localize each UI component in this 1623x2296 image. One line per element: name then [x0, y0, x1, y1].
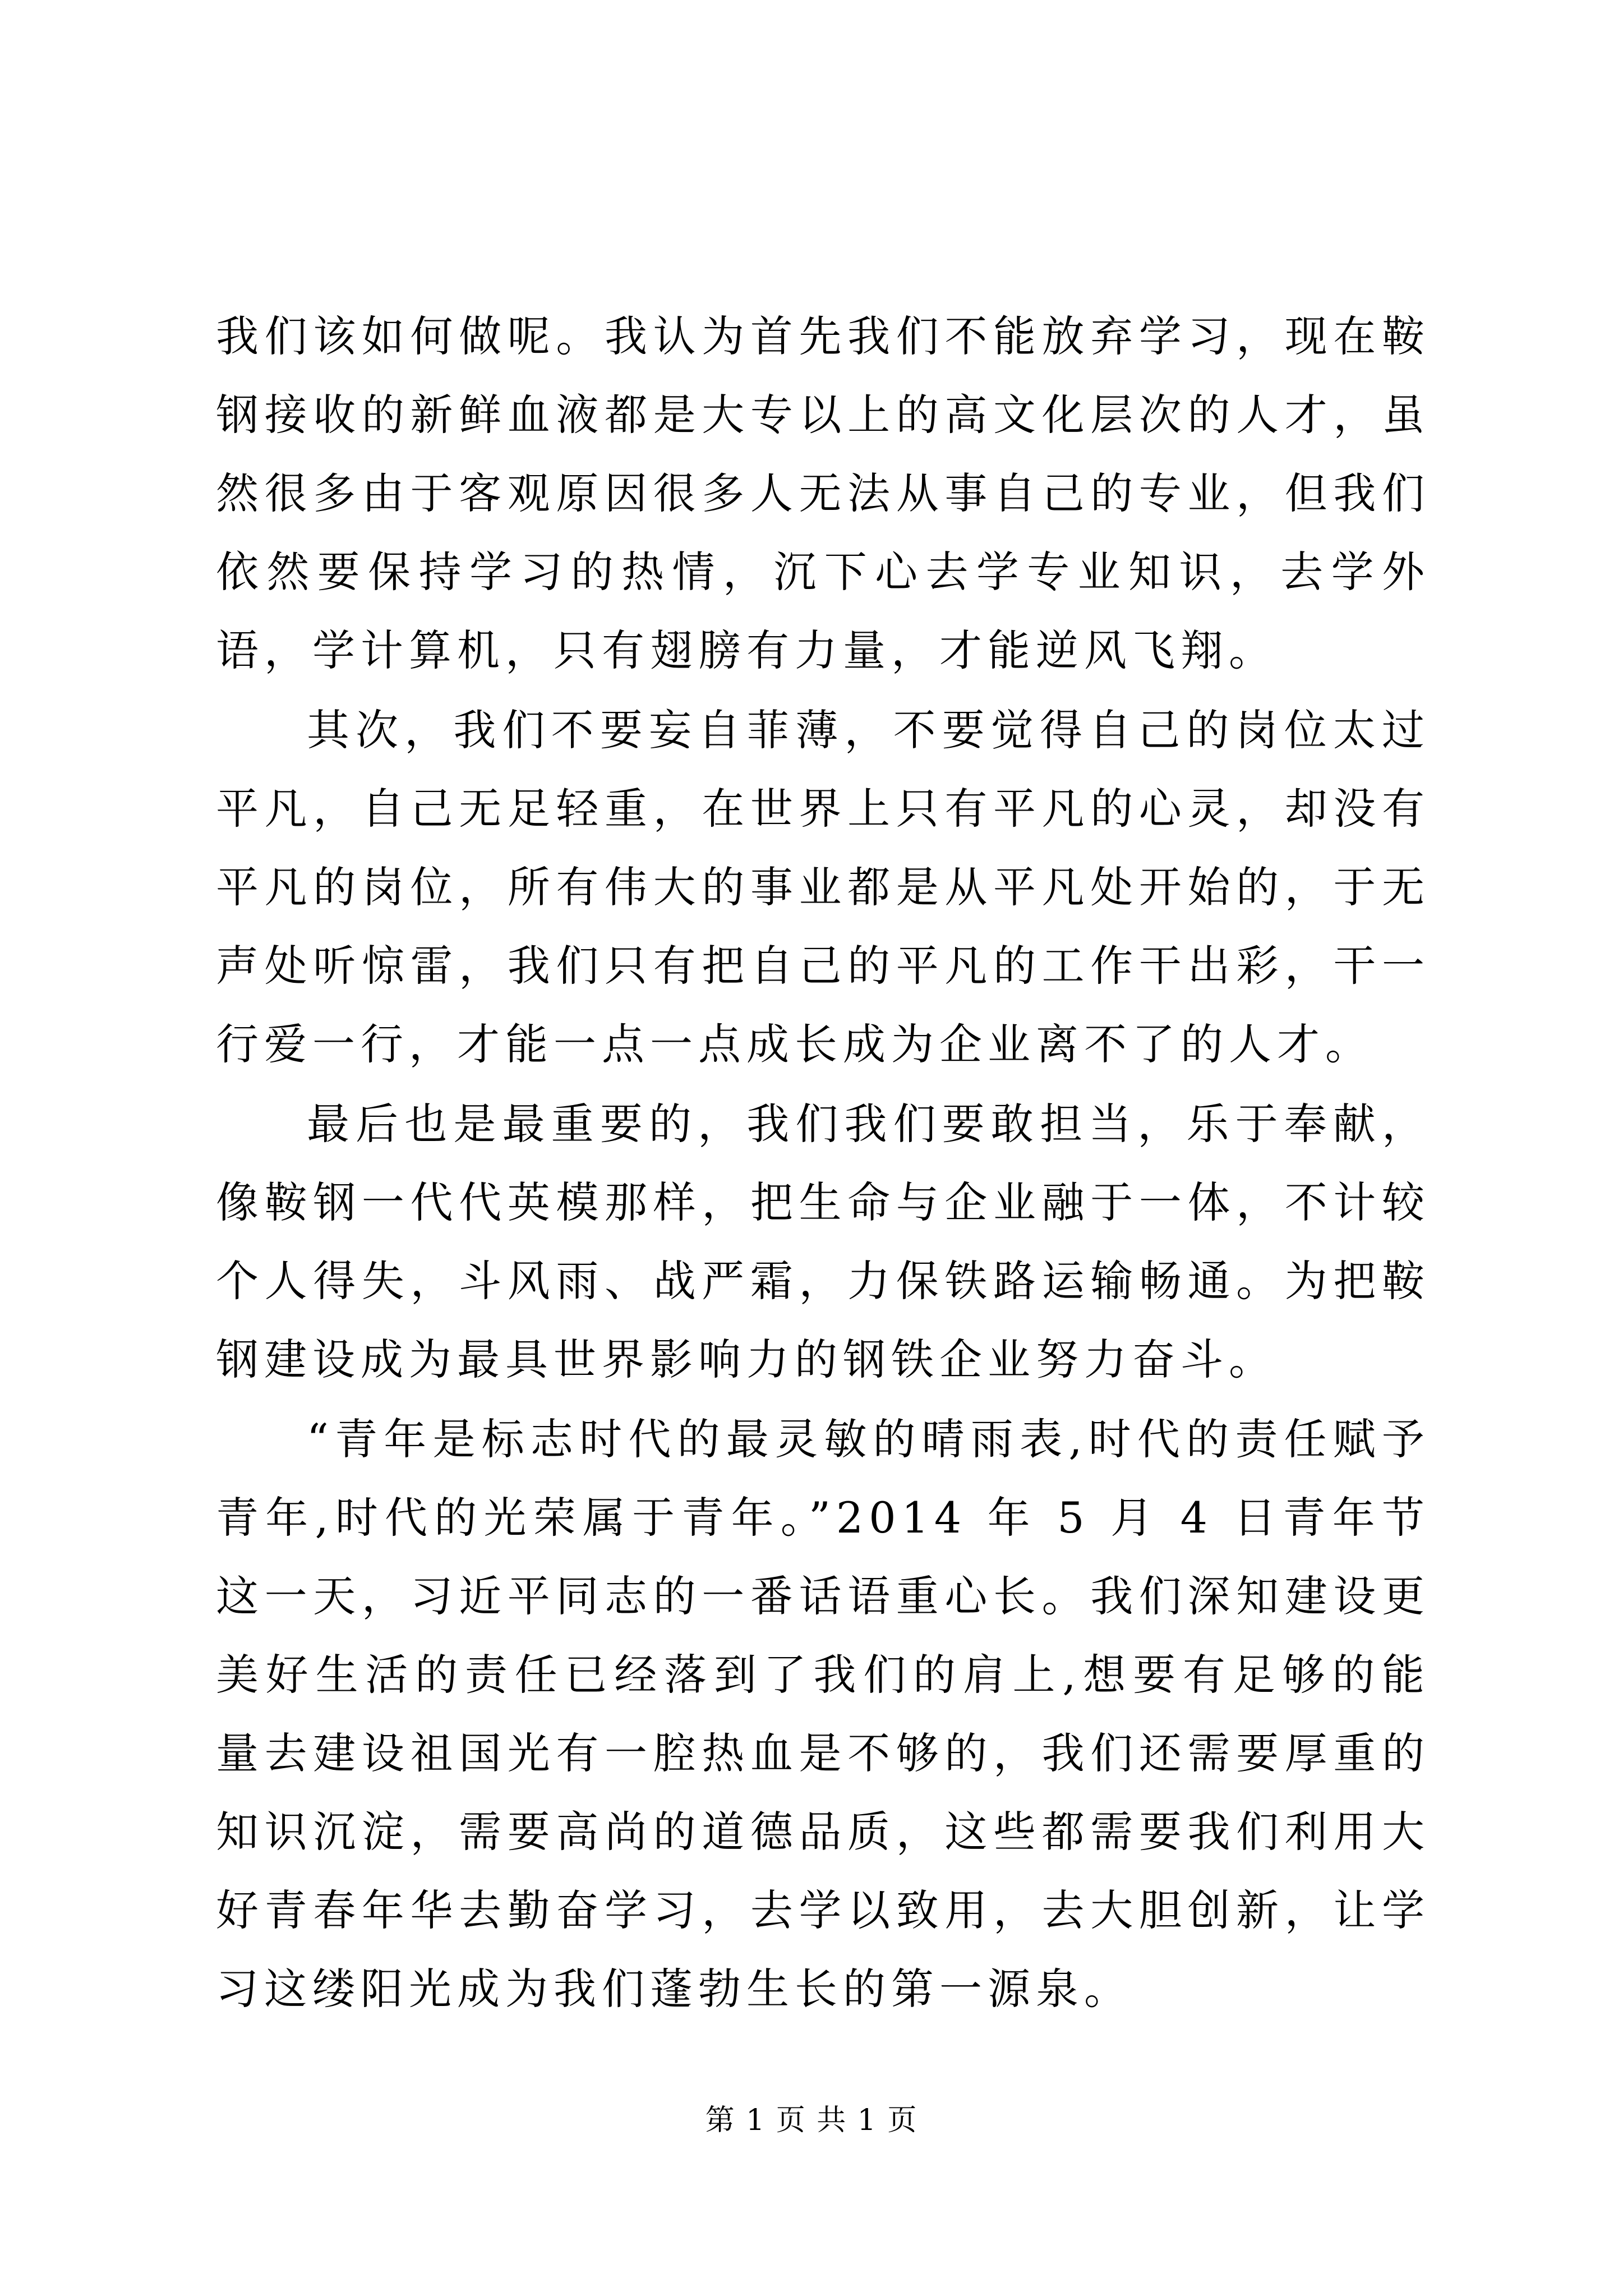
- paragraph-3: 最后也是最重要的，我们我们要敢担当，乐于奉献，像鞍钢一代代英模那样，把生命与企业融于一体，不计较个人得失，斗风雨、战严霜，力保铁路运输畅通。为把鞍钢建设成为最具世界影响力的钢铁企业努力奋斗。: [216, 1099, 1430, 1384]
- page-footer: 第 1 页 共 1 页: [705, 2104, 918, 2137]
- paragraph-4: “青年是标志时代的最灵敏的晴雨表,时代的责任赋予青年,时代的光荣属于青年。”2014 年 5 月 4 日青年节这一天，习近平同志的一番话语重心长。我们深知建设更美好生活的责任已经落到了我们的肩上,想要有足够的能量去建设祖国光有一腔热血是不够的，我们还需要厚重的知识沉淀，需要高尚的道德品质，这些都需要我们利用大好青春年华去勤奋学习，去学以致用，去大胆创新，让学习这缕阳光成为我们蓬勃生长的第一源泉。: [216, 1414, 1430, 2014]
- document-body: [216, 297, 1430, 2030]
- paragraph-2: 其次，我们不要妄自菲薄，不要觉得自己的岗位太过平凡，自己无足轻重，在世界上只有平凡的心灵，却没有平凡的岗位，所有伟大的事业都是从平凡处开始的，于无声处听惊雷，我们只有把自己的平凡的工作干出彩，干一行爱一行，才能一点一点成长成为企业离不了的人才。: [216, 705, 1430, 1069]
- paragraph-1: 我们该如何做呢。我认为首先我们不能放弃学习，现在鞍钢接收的新鲜血液都是大专以上的高文化层次的人才，虽然很多由于客观原因很多人无法从事自己的专业，但我们依然要保持学习的热情，沉下心去学专业知识，去学外语，学计算机，只有翅膀有力量，才能逆风飞翔。: [216, 311, 1430, 675]
